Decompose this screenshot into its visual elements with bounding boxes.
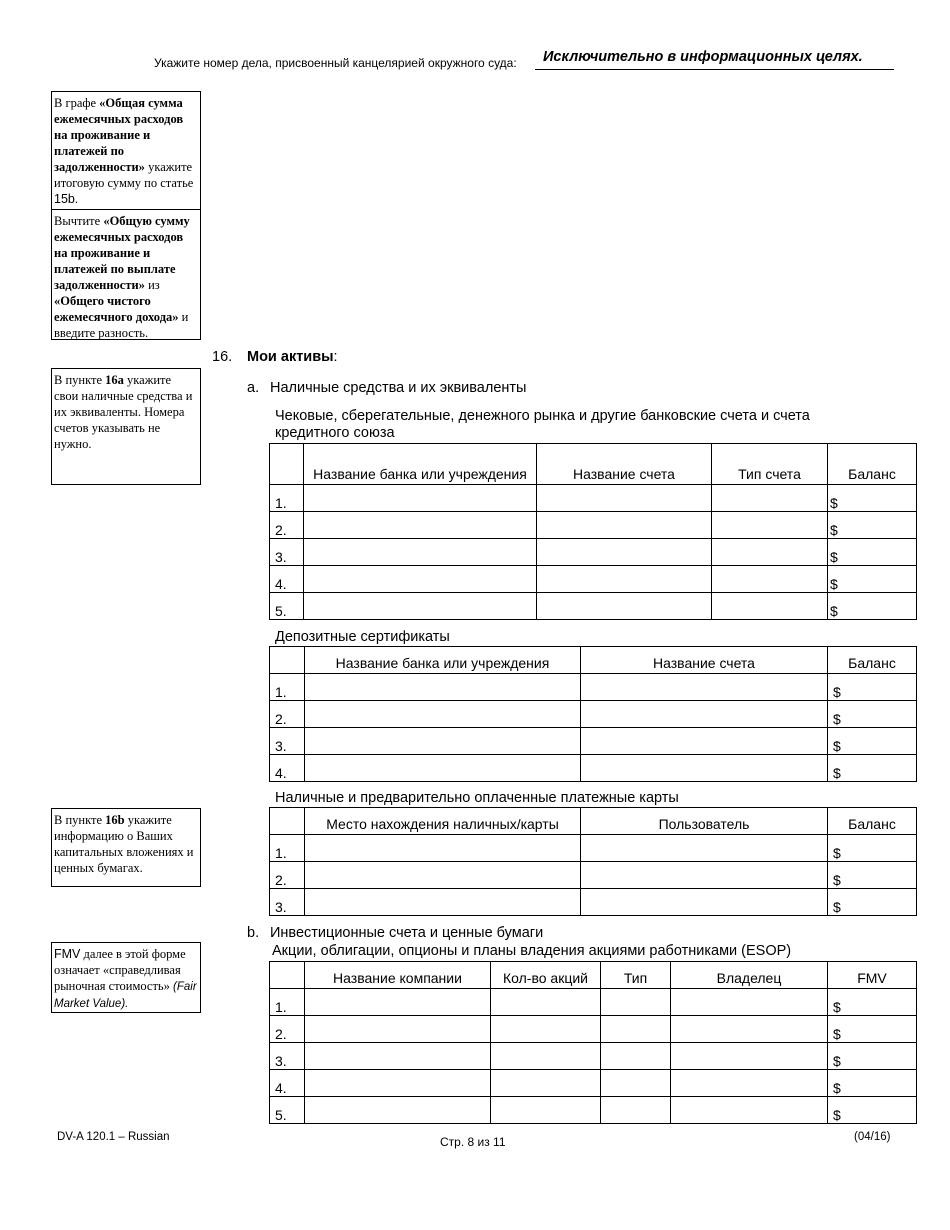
header-company-name: Название компании [305, 962, 491, 989]
share-count-cell[interactable] [491, 1097, 601, 1124]
user-cell[interactable] [581, 862, 828, 889]
dollar-sign: $ [833, 1026, 841, 1042]
case-number-prompt: Укажите номер дела, присвоенный канцелярией окружного суда: [154, 56, 517, 70]
row-number: 3. [270, 1043, 305, 1070]
section-number: 16. [212, 349, 233, 365]
case-number-field[interactable] [535, 49, 894, 70]
cash-location-cell[interactable] [305, 862, 581, 889]
share-count-cell[interactable] [491, 989, 601, 1016]
sidebar-note-16a: В пункте 16a укажите свои наличные средства и их эквиваленты. Номера счетов указывать не нужно. [51, 368, 201, 485]
bank-name-cell[interactable] [304, 539, 537, 566]
balance-cell[interactable] [828, 674, 917, 701]
row-number: 3. [270, 539, 304, 566]
dollar-sign: $ [833, 765, 841, 781]
stocks-caption: Акции, облигации, опционы и планы владения акциями работниками (ESOP) [272, 943, 792, 959]
balance-cell[interactable] [828, 701, 917, 728]
deposits-caption: Депозитные сертификаты [275, 629, 450, 645]
row-number: 5. [270, 1097, 305, 1124]
account-type-cell[interactable] [712, 539, 828, 566]
row-number: 4. [270, 1070, 305, 1097]
header-bank-name: Название банка или учреждения [305, 647, 581, 674]
row-number: 2. [270, 1016, 305, 1043]
dollar-sign: $ [833, 845, 841, 861]
row-number: 4. [270, 755, 305, 782]
row-number: 2. [270, 512, 304, 539]
balance-cell[interactable] [828, 862, 917, 889]
table-row [270, 835, 917, 862]
dollar-sign: $ [833, 684, 841, 700]
header-fmv: FMV [828, 962, 917, 989]
company-name-cell[interactable] [305, 1016, 491, 1043]
fmv-cell[interactable] [828, 1070, 917, 1097]
balance-cell[interactable] [828, 539, 917, 566]
table-row [270, 1097, 917, 1124]
row-number: 1. [270, 485, 304, 512]
owner-cell[interactable] [671, 989, 828, 1016]
fmv-cell[interactable] [828, 1016, 917, 1043]
sidebar-note-16b: В пункте 16b укажите информацию о Ваших капитальных вложениях и ценных бумагах. [51, 808, 201, 887]
header-owner: Владелец [671, 962, 828, 989]
bank-accounts-table [269, 443, 917, 620]
cash-location-cell[interactable] [305, 835, 581, 862]
header-account-name: Название счета [537, 444, 712, 485]
share-count-cell[interactable] [491, 1070, 601, 1097]
account-type-cell[interactable] [712, 485, 828, 512]
account-name-cell[interactable] [537, 512, 712, 539]
sidebar-note-subtract: Вычтите «Общую сумму ежемесячных расходов на проживание и платежей по выплате задолженности» из «Общего чистого ежемесячного дохода» и введите разность. [51, 209, 201, 340]
company-name-cell[interactable] [305, 989, 491, 1016]
subsection-a-title: Наличные средства и их эквиваленты [270, 380, 527, 396]
balance-cell[interactable] [828, 728, 917, 755]
account-type-cell[interactable] [712, 566, 828, 593]
header-row-number [270, 808, 305, 835]
balance-cell[interactable] [828, 566, 917, 593]
dollar-sign: $ [833, 999, 841, 1015]
row-number: 3. [270, 728, 305, 755]
account-type-cell[interactable] [712, 593, 828, 620]
dollar-sign: $ [830, 495, 838, 511]
share-count-cell[interactable] [491, 1043, 601, 1070]
account-name-cell[interactable] [537, 593, 712, 620]
bank-name-cell[interactable] [305, 674, 581, 701]
balance-cell[interactable] [828, 485, 917, 512]
section-title: Мои активы: [247, 349, 338, 365]
balance-cell[interactable] [828, 889, 917, 916]
cash-location-cell[interactable] [305, 889, 581, 916]
fmv-cell[interactable] [828, 1043, 917, 1070]
dollar-sign: $ [833, 1080, 841, 1096]
account-name-cell[interactable] [581, 728, 828, 755]
account-type-cell[interactable] [712, 512, 828, 539]
bank-name-cell[interactable] [304, 485, 537, 512]
table-row [270, 989, 917, 1016]
sidebar-note-fmv: FMV далее в этой форме означает «справедливая рыночная стоимость» (Fair Market Value). [51, 942, 201, 1013]
fmv-cell[interactable] [828, 1097, 917, 1124]
table-row [270, 701, 917, 728]
table-row [270, 485, 917, 512]
bank-name-cell[interactable] [304, 593, 537, 620]
type-cell[interactable] [601, 1070, 671, 1097]
cash-caption: Наличные и предварительно оплаченные платежные карты [275, 790, 679, 806]
bank-name-cell[interactable] [304, 512, 537, 539]
owner-cell[interactable] [671, 1097, 828, 1124]
table-row [270, 1070, 917, 1097]
header-bank-name: Название банка или учреждения [304, 444, 537, 485]
subsection-a-letter: a. [247, 380, 260, 396]
form-id: DV-A 120.1 – Russian [57, 1131, 170, 1143]
dollar-sign: $ [833, 738, 841, 754]
fmv-cell[interactable] [828, 989, 917, 1016]
header-account-type: Тип счета [712, 444, 828, 485]
dollar-sign: $ [833, 899, 841, 915]
header-balance: Баланс [828, 444, 917, 485]
header-user: Пользователь [581, 808, 828, 835]
company-name-cell[interactable] [305, 1043, 491, 1070]
bank-name-cell[interactable] [304, 566, 537, 593]
header-cash-location: Место нахождения наличных/карты [305, 808, 581, 835]
account-name-cell[interactable] [581, 674, 828, 701]
bank-name-cell[interactable] [305, 728, 581, 755]
dollar-sign: $ [830, 522, 838, 538]
owner-cell[interactable] [671, 1016, 828, 1043]
balance-cell[interactable] [828, 755, 917, 782]
row-number: 4. [270, 566, 304, 593]
bank-name-cell[interactable] [305, 701, 581, 728]
type-cell[interactable] [601, 1097, 671, 1124]
header-balance: Баланс [828, 647, 917, 674]
case-number-value: Исключительно в информационных целях. [543, 49, 863, 65]
deposits-table [269, 646, 917, 782]
account-name-cell[interactable] [537, 485, 712, 512]
sidebar-note-total-expenses: В графе «Общая сумма ежемесячных расходов на проживание и платежей по задолженности» укажите итоговую сумму по статье 15b. [51, 91, 201, 210]
table-row [270, 539, 917, 566]
type-cell[interactable] [601, 989, 671, 1016]
dollar-sign: $ [833, 1107, 841, 1123]
row-number: 1. [270, 835, 305, 862]
owner-cell[interactable] [671, 1070, 828, 1097]
dollar-sign: $ [830, 549, 838, 565]
header-balance: Баланс [828, 808, 917, 835]
balance-cell[interactable] [828, 512, 917, 539]
type-cell[interactable] [601, 1043, 671, 1070]
header-account-name: Название счета [581, 647, 828, 674]
share-count-cell[interactable] [491, 1016, 601, 1043]
company-name-cell[interactable] [305, 1070, 491, 1097]
stocks-table [269, 961, 917, 1124]
table-row [270, 862, 917, 889]
dollar-sign: $ [830, 603, 838, 619]
table-row [270, 512, 917, 539]
header-share-count: Кол-во акций [491, 962, 601, 989]
user-cell[interactable] [581, 889, 828, 916]
dollar-sign: $ [833, 872, 841, 888]
header-row-number [270, 962, 305, 989]
dollar-sign: $ [833, 711, 841, 727]
dollar-sign: $ [833, 1053, 841, 1069]
subsection-b-letter: b. [247, 925, 260, 941]
bank-accounts-caption: Чековые, сберегательные, денежного рынка и другие банковские счета и счета кредитного союза [275, 408, 810, 441]
row-number: 2. [270, 862, 305, 889]
header-type: Тип [601, 962, 671, 989]
subsection-b-title: Инвестиционные счета и ценные бумаги [270, 925, 544, 941]
company-name-cell[interactable] [305, 1097, 491, 1124]
account-name-cell[interactable] [581, 755, 828, 782]
table-row [270, 728, 917, 755]
row-number: 1. [270, 989, 305, 1016]
row-number: 3. [270, 889, 305, 916]
row-number: 2. [270, 701, 305, 728]
balance-cell[interactable] [828, 593, 917, 620]
table-row [270, 566, 917, 593]
bank-name-cell[interactable] [305, 755, 581, 782]
row-number: 5. [270, 593, 304, 620]
dollar-sign: $ [830, 576, 838, 592]
header-row-number [270, 444, 304, 485]
table-row [270, 889, 917, 916]
user-cell[interactable] [581, 835, 828, 862]
table-row [270, 674, 917, 701]
owner-cell[interactable] [671, 1043, 828, 1070]
row-number: 1. [270, 674, 305, 701]
type-cell[interactable] [601, 1016, 671, 1043]
table-row [270, 593, 917, 620]
account-name-cell[interactable] [537, 566, 712, 593]
table-row [270, 1043, 917, 1070]
balance-cell[interactable] [828, 835, 917, 862]
table-row [270, 755, 917, 782]
revision-date: (04/16) [854, 1131, 891, 1143]
cash-table [269, 807, 917, 916]
table-row [270, 1016, 917, 1043]
page-number: Стр. 8 из 11 [440, 1135, 506, 1149]
header-row-number [270, 647, 305, 674]
account-name-cell[interactable] [581, 701, 828, 728]
account-name-cell[interactable] [537, 539, 712, 566]
